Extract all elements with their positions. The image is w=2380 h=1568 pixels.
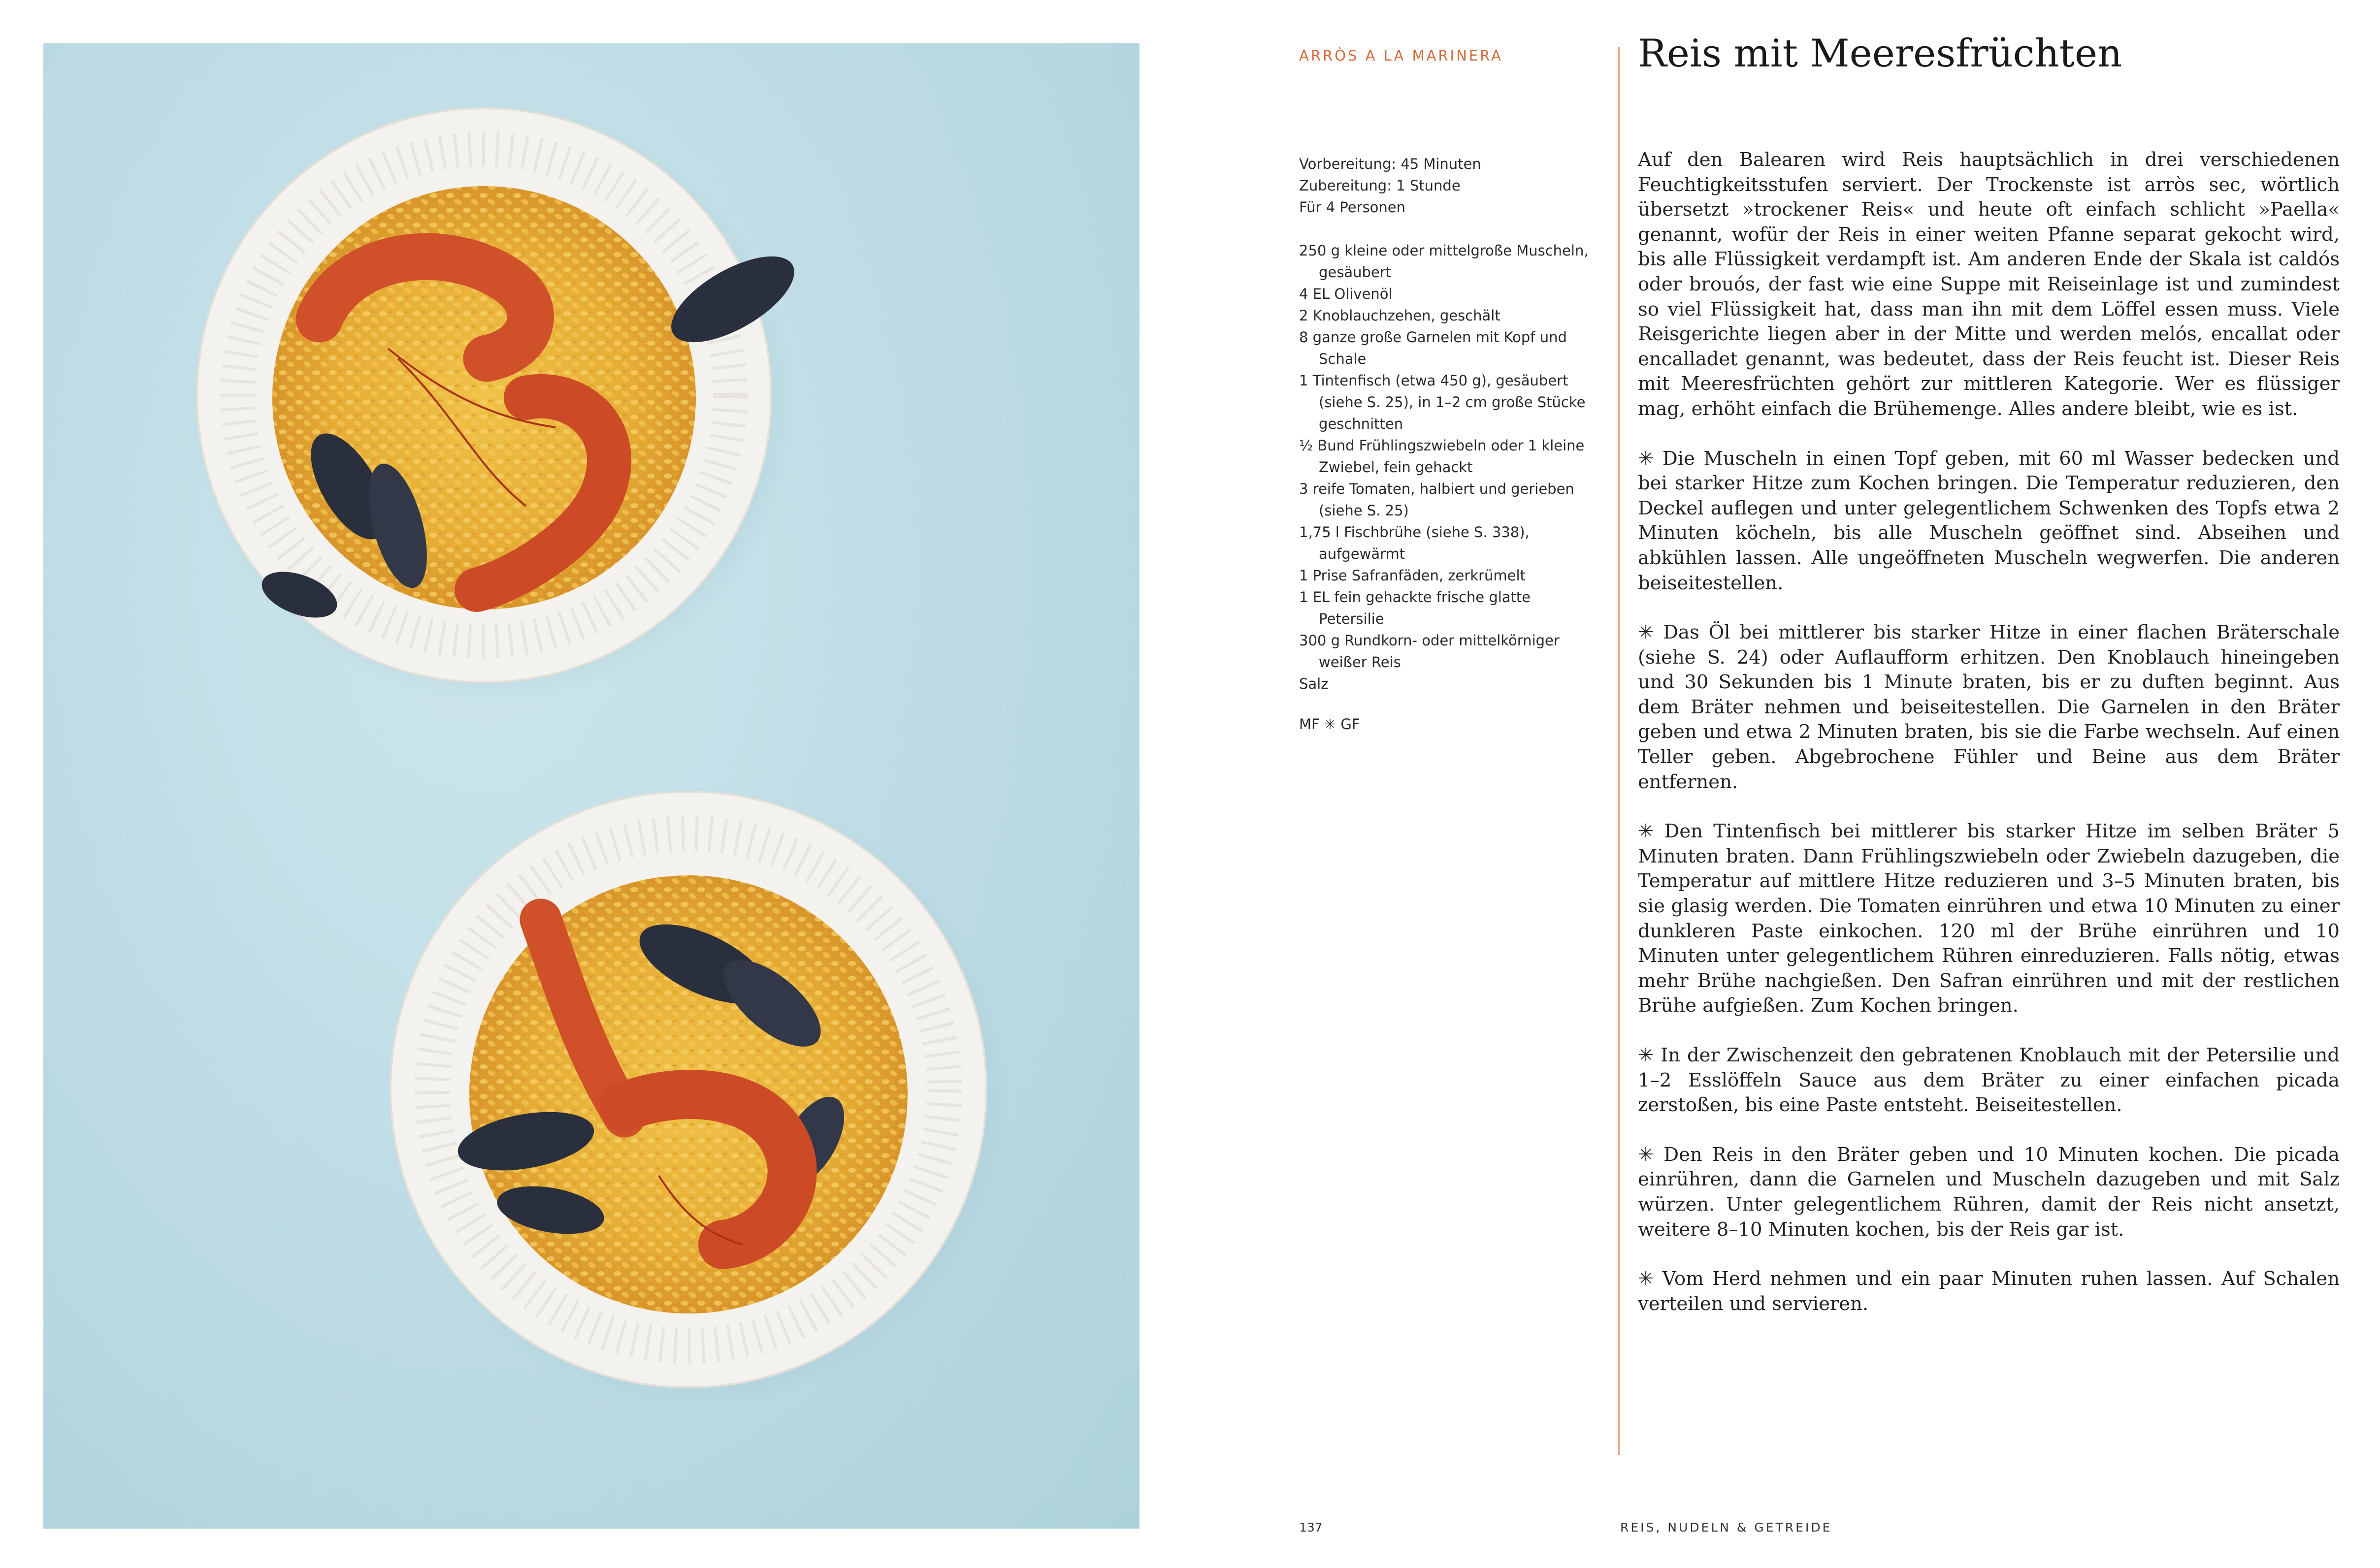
ingredient-item: 1 Prise Safranfäden, zerkrümelt bbox=[1299, 567, 1526, 584]
section-name: REIS, NUDELN & GETREIDE bbox=[1620, 1520, 1832, 1535]
bowl-top bbox=[193, 102, 807, 703]
food-photo bbox=[43, 43, 1140, 1529]
recipe-meta bbox=[1299, 153, 1604, 218]
diet-tags: MF ✳ GF bbox=[1299, 716, 1360, 733]
recipe-body bbox=[1638, 148, 2340, 1341]
bowl-bottom bbox=[388, 787, 1009, 1407]
step-paragraph: ✳ Den Reis in den Bräter geben und 10 Minuten kochen. Die picada einrühren, dann die Garnelen und Muscheln dazugeben und mit Salz würzen. Unter gelegentlichem Rühren, damit der Reis nicht ansetzt, weitere 8–10 Minuten kochen, bis der Reis gar ist. bbox=[1638, 1143, 2340, 1241]
intro-paragraph: Auf den Balearen wird Reis hauptsächlich in drei verschiedenen Feuchtigkeitsstufen serviert. Der Trockenste ist arròs sec, wörtlich übersetzt »trockener Reis« und heute oft einfach schlicht »Paella« genannt, wofür der Reis in einer weiten Pfanne separat gekocht wird, bis alle Flüssigkeit verdampft ist. Am anderen Ende der Skala ist caldós oder brouós, der fast wie eine Suppe mit Reiseinlage ist und zumindest so viel Flüssigkeit hat, dass man ihn mit dem Löffel essen muss. Viele Reisgerichte liegen aber in der Mitte und werden melós, encallat oder encalladet genannt, was bedeutet, dass der Reis feucht ist. Dieser Reis mit Meeresfrüchten gehört zur mittleren Kategorie. Wer es flüssiger mag, erhöht einfach die Brühemenge. Alles andere bleibt, wie es ist. bbox=[1638, 149, 2340, 420]
step-paragraph: ✳ Vom Herd nehmen und ein paar Minuten ruhen lassen. Auf Schalen verteilen und servieren. bbox=[1638, 1268, 2340, 1315]
ingredient-item: 300 g Rundkorn- oder mittelkörniger weißer Reis bbox=[1299, 632, 1560, 671]
ingredient-item: 3 reife Tomaten, halbiert und gerieben (siehe S. 25) bbox=[1299, 480, 1574, 519]
prep-time: Vorbereitung: 45 Minuten bbox=[1299, 156, 1481, 172]
ingredient-item: Salz bbox=[1299, 675, 1329, 692]
recipe-kicker: ARRÒS A LA MARINERA bbox=[1299, 47, 1503, 64]
ingredient-item: 4 EL Olivenöl bbox=[1299, 286, 1393, 302]
step-paragraph: ✳ Den Tintenfisch bei mittlerer bis starker Hitze im selben Bräter 5 Minuten braten. Dann Frühlingszwiebeln oder Zwiebeln dazugeben, die Temperatur auf mittlere Hitze reduzieren und 3–5 Minuten braten, bis sie glasig werden. Die Tomaten einrühren und etwa 10 Minuten zu einer dunkleren Paste einkochen. 120 ml der Brühe einrühren und 10 Minuten unter gelegentlichem Rühren einreduzieren. Falls nötig, etwas mehr Brühe nachgießen. Den Safran einrühren und mit der restlichen Brühe aufgießen. Zum Kochen bringen. bbox=[1638, 820, 2340, 1017]
ingredient-item: ½ Bund Frühlingszwiebeln oder 1 kleine Zwiebel, fein gehackt bbox=[1299, 437, 1585, 476]
ingredient-item: 2 Knoblauchzehen, geschält bbox=[1299, 307, 1500, 324]
column-divider bbox=[1618, 47, 1620, 1455]
step-paragraph: ✳ In der Zwischenzeit den gebratenen Knoblauch mit der Petersilie und 1–2 Esslöffeln Sauce aus dem Bräter zu einer einfachen picada zerstoßen, bis eine Paste entsteht. Beiseitestellen. bbox=[1638, 1044, 2340, 1117]
step-paragraph: ✳ Die Muscheln in einen Topf geben, mit 60 ml Wasser bedecken und bei starker Hitze zum Kochen bringen. Die Temperatur reduzieren, den Deckel auflegen und unter gelegentlichem Schwenken des Topfs etwa 2 Minuten köcheln, bis alle Muscheln geöffnet sind. Abseihen und abkühlen lassen. Alle ungeöffneten Muscheln wegwerfen. Die anderen beiseitestellen. bbox=[1638, 447, 2340, 594]
page-number: 137 bbox=[1299, 1520, 1323, 1535]
cook-time: Zubereitung: 1 Stunde bbox=[1299, 177, 1461, 194]
ingredient-item: 1 EL fein gehackte frische glatte Petersilie bbox=[1299, 589, 1531, 627]
servings: Für 4 Personen bbox=[1299, 199, 1405, 216]
ingredient-item: 1,75 l Fischbrühe (siehe S. 338), aufgewärmt bbox=[1299, 524, 1530, 562]
ingredient-item: 1 Tintenfisch (etwa 450 g), gesäubert (siehe S. 25), in 1–2 cm große Stücke geschnitten bbox=[1299, 372, 1586, 432]
ingredient-item: 8 ganze große Garnelen mit Kopf und Schale bbox=[1299, 329, 1567, 367]
recipe-title: Reis mit Meeresfrüchten bbox=[1638, 32, 2122, 76]
ingredient-item: 250 g kleine oder mittelgroße Muscheln, gesäubert bbox=[1299, 242, 1589, 281]
ingredient-list bbox=[1299, 240, 1595, 695]
step-paragraph: ✳ Das Öl bei mittlerer bis starker Hitze in einer flachen Bräterschale (siehe S. 24) oder Auflaufform erhitzen. Den Knoblauch hineingeben und 30 Sekunden bis 1 Minute braten, bis er zu duften beginnt. Aus dem Bräter nehmen und beiseitestellen. Die Garnelen in den Bräter geben und etwa 2 Minuten braten, bis sie die Farbe wechseln. Auf einen Teller geben. Abgebrochene Fühler und Beine aus dem Bräter entfernen. bbox=[1638, 621, 2340, 793]
food-photo-illustration bbox=[43, 43, 1140, 1529]
